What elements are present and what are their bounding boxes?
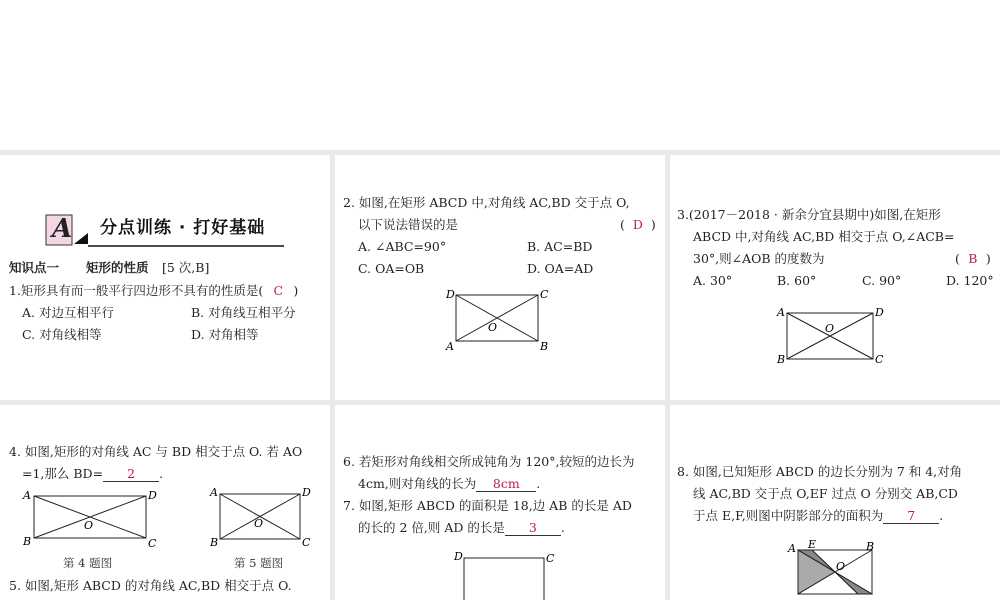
q1-option-a: A. 对边互相平行 [22,305,114,320]
q4-answer: 2 [103,467,159,482]
q1-option-c: C. 对角线相等 [22,327,102,342]
q5-line1: 5. 如图,矩形 ABCD 的对角线 AC,BD 相交于点 O. [9,578,292,593]
q8-line1: 8. 如图,已知矩形 ABCD 的边长分别为 7 和 4,对角 [677,464,963,479]
q8-label-o: O [836,560,846,573]
q4-line1: 4. 如图,矩形的对角线 AC 与 BD 相交于点 O. 若 AO [9,444,303,459]
q8-line3: 于点 E,F,则图中阴影部分的面积为 7 . [693,508,944,523]
q1-stem: 1.矩形具有而一般平行四边形不具有的性质是( C ) [9,283,299,298]
q7-answer: 3 [505,521,561,536]
q4-line2: =1,那么 BD= 2 . [22,466,164,481]
q2-line2: 以下说法错误的是 [358,217,459,232]
q2-option-d: D. OA=AD [527,261,594,276]
q1-option-b: B. 对角线互相平分 [191,305,296,320]
q4-label-c: C [148,537,157,549]
q7-label-c: C [546,552,555,565]
q2-label-o: O [488,321,498,334]
q6-line1: 6. 若矩形对角线相交所成钝角为 120°,较短的边长为 [343,454,635,469]
q4-label-a: A [23,489,31,502]
section-title: 分点训练 · 打好基础 [100,218,266,238]
q5-label-b: B [210,536,219,547]
q3-figure [775,303,895,367]
knowledge-point-title: 矩形的性质 [86,260,149,275]
knowledge-point-label: 知识点一 [9,260,60,275]
q7-figure [452,550,562,600]
q5-figure [208,485,318,547]
q3-option-c: C. 90° [862,273,902,288]
q3-line2: ABCD 中,对角线 AC,BD 相交于点 O,∠ACB= [693,229,955,244]
q2-label-d: D [446,288,455,301]
q2-label-a: A [446,340,454,353]
q3-answer: B [968,251,978,266]
q3-label-b: B [777,353,786,366]
q2-answer-bracket: ( D ) [620,217,656,232]
q3-option-a: A. 30° [693,273,733,288]
q8-label-e: E [808,538,817,551]
q2-label-c: C [540,288,549,301]
q4-label-o: O [84,519,94,532]
q4-label-d: D [148,489,157,502]
q8-figure [786,538,896,600]
q6-line2: 4cm,则对角线的长为 8cm . [358,476,541,491]
q3-label-o: O [825,322,835,335]
q5-label-d: D [302,486,311,499]
q2-option-c: C. OA=OB [358,261,425,276]
q2-figure [444,286,564,356]
knowledge-point-meta: [5 次,B] [162,260,210,275]
q7-label-d: D [454,550,463,563]
q3-label-a: A [777,306,785,319]
q5-caption: 第 5 题图 [234,556,284,570]
q3-answer-bracket: ( B ) [955,251,991,266]
section-badge: A [52,214,73,244]
q3-label-d: D [875,306,884,319]
q5-label-c: C [302,536,311,547]
q8-line2: 线 AC,BD 交于点 O,EF 过点 O 分别交 AB,CD [693,486,958,501]
q8-label-a: A [788,542,796,555]
q3-option-b: B. 60° [777,273,817,288]
q5-label-a: A [210,486,218,499]
q3-line3: 30°,则∠AOB 的度数为 [693,251,825,266]
q4-label-b: B [23,535,32,548]
q8-answer: 7 [883,509,939,524]
q2-label-b: B [540,340,549,353]
q7-line2: 的长的 2 倍,则 AD 的长是 3 . [358,520,565,535]
top-blank-area [0,0,1000,150]
q3-source-line: 3.(2017－2018 · 新余分宜县期中)如图,在矩形 [677,207,941,222]
q1-option-d: D. 对角相等 [191,327,259,342]
panel-q1 [0,155,330,400]
q3-label-c: C [875,353,884,366]
q3-option-d: D. 120° [946,273,994,288]
q7-line1: 7. 如图,矩形 ABCD 的面积是 18,边 AB 的长是 AD [343,498,632,513]
q5-label-o: O [254,517,264,530]
q6-answer: 8cm [476,477,536,492]
q8-label-b: B [866,540,875,553]
q2-line1: 2. 如图,在矩形 ABCD 中,对角线 AC,BD 交于点 O, [343,195,630,210]
q2-option-a: A. ∠ABC=90° [358,239,447,254]
q2-answer: D [632,217,643,232]
q4-figure [20,487,170,549]
q1-answer: C [273,283,284,298]
q2-option-b: B. AC=BD [527,239,593,254]
q4-caption: 第 4 题图 [63,556,113,570]
